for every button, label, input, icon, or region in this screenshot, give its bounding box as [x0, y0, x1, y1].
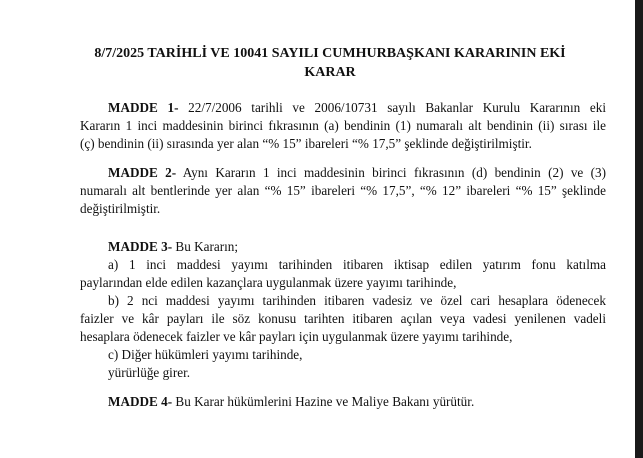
- title-line-1: 8/7/2025 TARİHLİ VE 10041 SAYILI CUMHURBAŞKANI KARARININ EKİ: [94, 46, 566, 61]
- article-3-line-1: [80, 238, 606, 256]
- article-2-line-2: numaralı alt bentlerinde yer alan “% 15” ibareleri “% 17,5”, “% 12” ibareleri “% 15” şeklinde: [80, 183, 606, 198]
- article-1: [80, 99, 606, 153]
- document-title: [60, 44, 600, 82]
- article-3-heading: MADDE 3-: [108, 239, 173, 254]
- article-3: [80, 238, 606, 382]
- article-3-closing: yürürlüğe girer.: [108, 365, 191, 380]
- article-2: [80, 164, 606, 218]
- article-3-item-a-line-2: paylarından elde edilen kazançlara uygulanmak üzere yayımı tarihinde,: [80, 275, 457, 290]
- article-4-text: Bu Karar hükümlerini Hazine ve Maliye Bakanı yürütür.: [175, 394, 475, 409]
- article-2-heading: MADDE 2-: [108, 165, 177, 180]
- article-1-line-2: Kararın 1 inci maddesinin birinci fıkrasının (a) bendinin (1) numaralı alt bendinin (ii) sırası ile: [80, 118, 606, 133]
- article-3-item-b-line-2: faizler ve kâr payları ile söz konusu tarihten itibaren açılan veya vadesi yenilenen vadeli: [80, 311, 606, 326]
- article-3-item-a-line-1: a) 1 inci maddesi yayımı tarihinden itibaren iktisap edilen yatırım fonu katılma: [108, 257, 606, 272]
- article-4-heading: MADDE 4-: [108, 394, 173, 409]
- article-4-line-1: [80, 393, 606, 411]
- article-2-line-3: değiştirilmiştir.: [80, 201, 161, 216]
- article-4: [80, 393, 606, 411]
- article-3-intro: Bu Kararın;: [175, 239, 239, 254]
- article-2-text-1: Aynı Kararın 1 inci maddesinin birinci fıkrasının (d) bendinin (2) ve (3): [182, 165, 606, 180]
- article-1-heading: MADDE 1-: [108, 100, 179, 115]
- title-line-2: KARAR: [304, 65, 356, 80]
- article-1-text-1: 22/7/2006 tarihli ve 2006/10731 sayılı Bakanlar Kurulu Kararının eki: [188, 100, 607, 115]
- article-1-line-1: [80, 99, 606, 117]
- article-1-line-3: (ç) bendinin (ii) sırasında yer alan “% 15” ibareleri “% 17,5” şeklinde değiştirilmiştir.: [80, 136, 532, 151]
- article-2-line-1: [80, 164, 606, 182]
- article-3-item-c: c) Diğer hükümleri yayımı tarihinde,: [108, 347, 303, 362]
- article-3-item-b-line-3: hesaplara ödenecek faizler ve kâr payları için uygulanmak üzere yayımı tarihinde,: [80, 329, 513, 344]
- page-edge-border: [635, 0, 643, 458]
- article-3-item-b-line-1: b) 2 nci maddesi yayımı tarihinden itibaren vadesiz ve özel cari hesaplara ödenecek: [108, 293, 606, 308]
